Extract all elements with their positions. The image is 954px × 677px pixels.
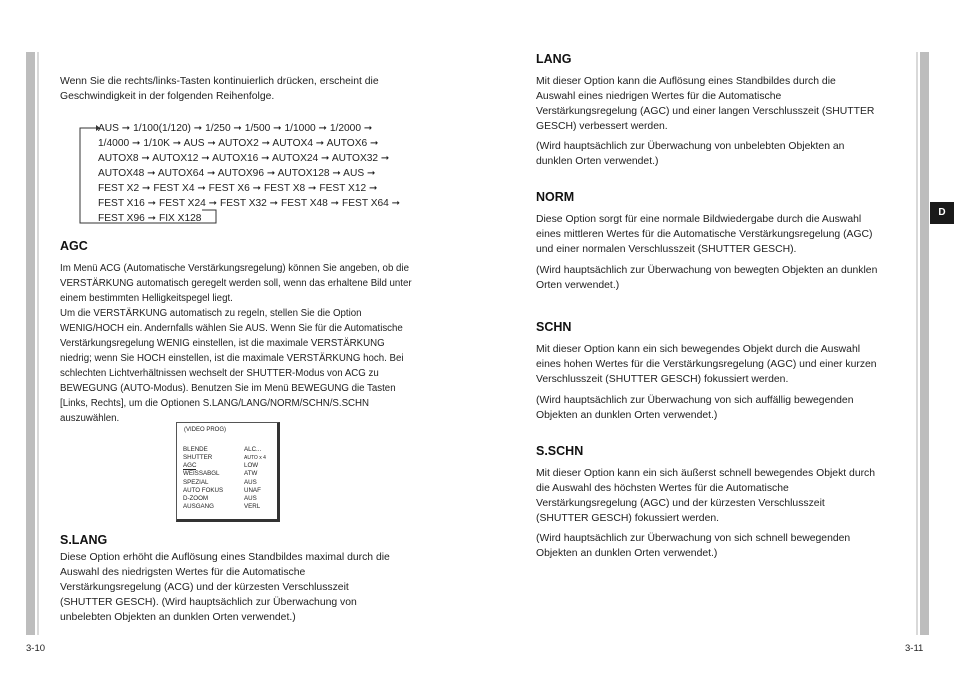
text-line: unbelebten Objekten an dunklen Orten verwendet.) (60, 612, 296, 623)
right-margin-bar-thin (916, 52, 918, 635)
text-line: [Links, Rechts], um die Optionen S.LANG/LANG/NORM/SCHN/S.SCHN (60, 398, 370, 409)
menu-row-value: VERL (244, 503, 261, 510)
norm-note (536, 263, 877, 293)
text-line: (Wird hauptsächlich zur Überwachung von unbelebten Objekten an (536, 141, 845, 152)
right-margin-bar (920, 52, 929, 635)
text-line: Verschlusszeit (SHUTTER GESCH) fokussiert werden. (536, 374, 789, 385)
menu-row (183, 470, 273, 478)
text-line: Verstärkungsregelung WENIG einstellen, ist die maximale VERSTÄRKUNG (60, 338, 385, 349)
text-line: Verstärkungsregelung (AGC) und der kürzesten Verschlusszeit (536, 498, 825, 509)
shutter-speed-sequence (98, 121, 400, 226)
menu-row (183, 479, 273, 487)
menu-row-label: WEISSABGL (183, 470, 220, 477)
menu-row-label: AUSGANG (183, 503, 214, 510)
text-line: Mit dieser Option kann die Auflösung eines Standbildes durch die (536, 76, 836, 87)
norm-text (536, 212, 873, 257)
menu-row-label: AGC (183, 462, 197, 469)
text-line: Im Menü ACG (Automatische Verstärkungsregelung) können Sie angeben, ob die (60, 263, 409, 274)
sequence-line: AUTOX8 ➞ AUTOX12 ➞ AUTOX16 ➞ AUTOX24 ➞ AUTOX32 ➞ (98, 153, 390, 164)
sequence-line: FEST X96 ➞ FIX X128 (98, 213, 202, 224)
menu-row (183, 495, 273, 503)
text-line: VERSTÄRKUNG automatisch geregelt werden soll, wenn das erhaltene Bild unter (60, 278, 412, 289)
left-margin-bar-thin (37, 52, 39, 635)
left-margin-bar (26, 52, 35, 635)
menu-row-label: BLENDE (183, 446, 208, 453)
menu-row-label: SHUTTER (183, 454, 213, 461)
text-line: schlechten Lichtverhältnissen wechselt der SHUTTER-Modus von ACG zu (60, 368, 379, 379)
menu-row-label: D-ZOOM (183, 495, 209, 502)
menu-row-value: ATW (244, 470, 258, 477)
intro-text (60, 74, 379, 104)
menu-row (183, 462, 273, 470)
menu-row-value: ALC... (244, 446, 262, 453)
section-tab-d: D (930, 202, 954, 224)
agc-heading: AGC (60, 239, 88, 253)
text-line: dunklen Orten verwendet.) (536, 156, 659, 167)
text-line: Auswahl eines niedrigen Wertes für die Automatische (536, 91, 782, 102)
text-line: Objekten an dunklen Orten verwendet.) (536, 410, 718, 421)
menu-row-value: AUS (244, 495, 257, 502)
text-line: (Wird hauptsächlich zur Überwachung von sich schnell bewegenden (536, 533, 851, 544)
text-line: Um die VERSTÄRKUNG automatisch zu regeln, stellen Sie die Option (60, 308, 362, 319)
text-line: Diese Option sorgt für eine normale Bildwiedergabe durch die Auswahl (536, 214, 862, 225)
menu-title: (VIDEO PROG) (184, 427, 227, 433)
menu-row-label: SPEZIAL (183, 479, 209, 486)
text-line: eines hohen Wertes für die Verstärkungsregelung (AGC) und einer kurzen (536, 359, 877, 370)
text-line: Mit dieser Option kann ein sich bewegendes Objekt durch die Auswahl (536, 344, 861, 355)
menu-row-label: AUTO FOKUS (183, 487, 224, 494)
menu-row-value: AUS (244, 479, 257, 486)
video-prog-menu-illustration (176, 422, 280, 522)
text-line: (SHUTTER GESCH) fokussiert werden. (536, 513, 720, 524)
text-line: BEWEGUNG (AUTO-Modus). Benutzen Sie im Menü BEWEGUNG die Tasten (60, 383, 396, 394)
lang-heading: LANG (536, 52, 572, 66)
text-line: Verstärkungsregelung (AGC) und einer langen Verschlusszeit (SHUTTER (536, 106, 875, 117)
text-line: GESCH) verbessert werden. (536, 121, 668, 132)
text-line: Orten verwendet.) (536, 280, 620, 291)
menu-row-value: AUTO x 4 (244, 455, 266, 461)
sschn-note (536, 531, 850, 561)
schn-heading: SCHN (536, 320, 572, 334)
text-line: Geschwindigkeit in der folgenden Reihenfolge. (60, 91, 275, 102)
text-line: Objekten an dunklen Orten verwendet.) (536, 548, 718, 559)
text-line: eines mittleren Wertes für die Automatische Verstärkungsregelung (AGC) (536, 229, 873, 240)
text-line: Verstärkungsregelung (ACG) und der kürzesten Verschlusszeit (60, 582, 349, 593)
menu-row (183, 454, 273, 462)
norm-heading: NORM (536, 190, 575, 204)
page-number-left: 3-10 (26, 643, 46, 654)
menu-row (183, 503, 273, 511)
text-line: und einer normalen Verschlusszeit (SHUTTER GESCH). (536, 244, 797, 255)
menu-row-value: UNAF (244, 487, 261, 494)
sequence-line: AUS ➞ 1/100(1/120) ➞ 1/250 ➞ 1/500 ➞ 1/1000 ➞ 1/2000 ➞ (98, 123, 373, 134)
sschn-heading: S.SCHN (536, 444, 584, 458)
agc-text (60, 261, 412, 426)
text-line: Diese Option erhöht die Auflösung eines Standbildes maximal durch die (60, 552, 390, 563)
page-number-right: 3-11 (905, 643, 924, 654)
text-line: niedrig; wenn Sie HOCH einstellen, ist die maximale VERSTÄRKUNG hoch. Bei (60, 353, 404, 364)
text-line: Auswahl des niedrigsten Wertes für die Automatische (60, 567, 306, 578)
menu-row (183, 446, 273, 454)
text-line: WENIG/HOCH ein. Andernfalls wählen Sie AUS. Wenn Sie für die Automatische (60, 323, 403, 334)
sequence-line: FEST X16 ➞ FEST X24 ➞ FEST X32 ➞ FEST X48 ➞ FEST X64 ➞ (98, 198, 401, 209)
sequence-line: 1/4000 ➞ 1/10K ➞ AUS ➞ AUTOX2 ➞ AUTOX4 ➞ AUTOX6 ➞ (98, 138, 379, 149)
menu-row (183, 487, 273, 495)
text-line: einem bestimmten Helligkeitspegel liegt. (60, 293, 233, 304)
text-line: (Wird hauptsächlich zur Überwachung von bewegten Objekten an dunklen (536, 265, 878, 276)
text-line: die Auswahl des höchsten Wertes für die Automatische (536, 483, 789, 494)
text-line: (SHUTTER GESCH). (Wird hauptsächlich zur Überwachung von (60, 597, 357, 608)
text-line: Mit dieser Option kann ein sich äußerst schnell bewegendes Objekt durch (536, 468, 876, 479)
slang-text (60, 550, 390, 625)
lang-text (536, 74, 874, 134)
text-line: auszuwählen. (60, 413, 120, 424)
text-line: (Wird hauptsächlich zur Überwachung von sich auffällig bewegenden (536, 395, 854, 406)
lang-note (536, 139, 844, 169)
sequence-line: AUTOX48 ➞ AUTOX64 ➞ AUTOX96 ➞ AUTOX128 ➞ AUS ➞ (98, 168, 376, 179)
slang-heading: S.LANG (60, 533, 108, 547)
sequence-line: FEST X2 ➞ FEST X4 ➞ FEST X6 ➞ FEST X8 ➞ FEST X12 ➞ (98, 183, 378, 194)
schn-note (536, 393, 853, 423)
text-line: Wenn Sie die rechts/links-Tasten kontinuierlich drücken, erscheint die (60, 76, 379, 87)
schn-text (536, 342, 877, 387)
menu-row-value: LOW (244, 462, 259, 469)
sschn-text (536, 466, 875, 526)
